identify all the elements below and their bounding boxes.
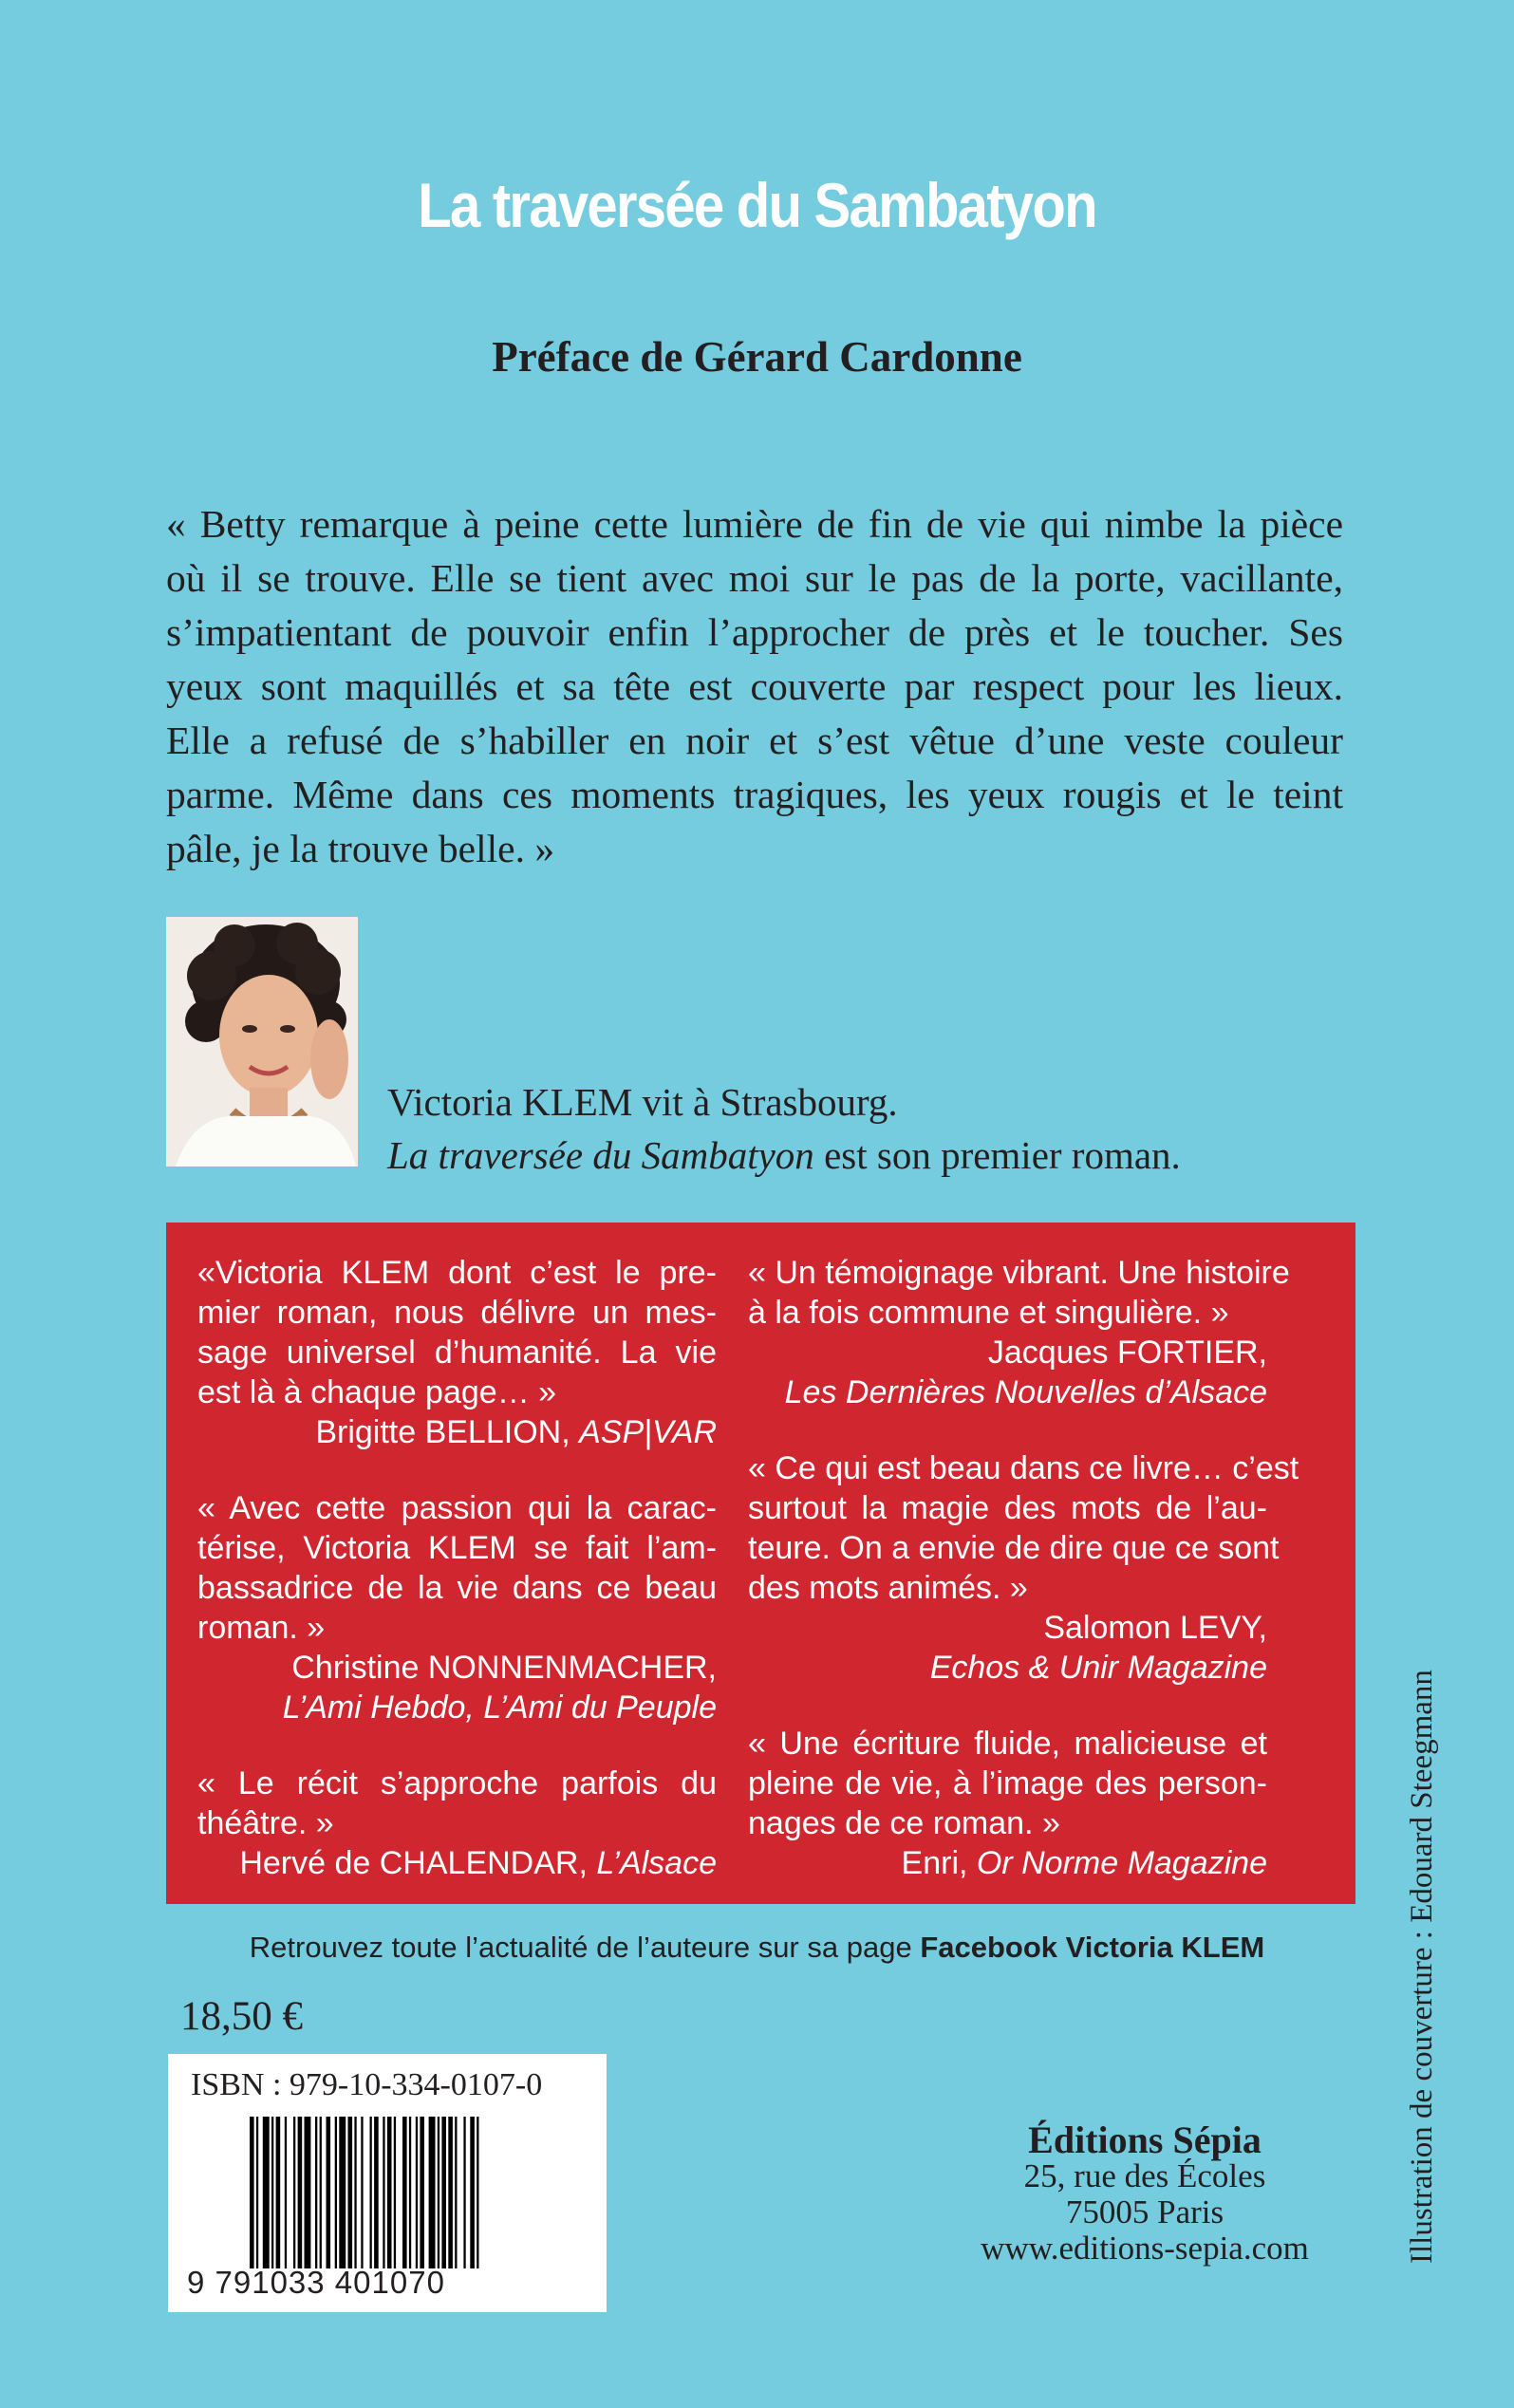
excerpt-line: yeux sont maquillés et sa tête est couverte par respect pour les lieux. bbox=[166, 664, 1343, 708]
barcode-bar bbox=[361, 2117, 363, 2268]
reviews-box bbox=[166, 1223, 1355, 1904]
review-source-name: Hervé de CHALENDAR, bbox=[239, 1845, 597, 1881]
review-source-name: Christine NONNENMACHER, bbox=[291, 1650, 717, 1686]
facebook-note bbox=[0, 1931, 1514, 1965]
publisher-block bbox=[955, 2119, 1335, 2267]
bio-text: est son premier roman. bbox=[813, 1133, 1181, 1177]
author-photo bbox=[166, 917, 358, 1167]
review-line: est là à chaque page… » bbox=[197, 1374, 557, 1410]
barcode-bar bbox=[327, 2117, 331, 2268]
facebook-note-text: Retrouvez toute l’actualité de l’auteure sur sa page bbox=[249, 1931, 921, 1964]
review-source-publication-text: Les Dernières Nouvelles d’Alsace bbox=[784, 1374, 1267, 1410]
barcode-bar bbox=[394, 2117, 396, 2268]
excerpt-line: Elle a refusé de s’habiller en noir et s’est vêtue d’une veste couleur bbox=[166, 719, 1343, 762]
review-line: térise, Victoria KLEM se fait l’am- bbox=[197, 1530, 717, 1566]
review-line: «Victoria KLEM dont c’est le pre- bbox=[197, 1255, 717, 1291]
barcode-digits: 9 791033 401070 bbox=[187, 2265, 445, 2300]
barcode-bar bbox=[256, 2117, 258, 2268]
review-source-publication bbox=[748, 1648, 1267, 1688]
barcode-bar bbox=[298, 2117, 303, 2268]
author-photo-illustration bbox=[166, 917, 358, 1167]
review-source-publication: L’Alsace bbox=[596, 1845, 717, 1881]
barcode-bar bbox=[448, 2117, 453, 2268]
review-line: théâtre. » bbox=[197, 1805, 334, 1841]
barcode-bar bbox=[477, 2117, 478, 2268]
review-line: bassadrice de la vie dans ce beau bbox=[197, 1570, 717, 1606]
publisher-website: www.editions-sepia.com bbox=[981, 2230, 1309, 2267]
review-source bbox=[197, 1412, 717, 1452]
author-bio bbox=[387, 1075, 1181, 1182]
preface-credit: Préface de Gérard Cardonne bbox=[492, 333, 1022, 381]
review-source-publication bbox=[748, 1372, 1267, 1412]
barcode-bar bbox=[285, 2117, 287, 2268]
review-source-publication bbox=[197, 1688, 717, 1727]
review-line: sage universel d’humanité. La vie bbox=[197, 1335, 717, 1371]
review bbox=[197, 1764, 717, 1883]
barcode-bar bbox=[387, 2117, 392, 2268]
barcode-bar bbox=[263, 2117, 270, 2268]
barcode-bar bbox=[305, 2117, 311, 2268]
review-line: teure. On a envie de dire que ce sont bbox=[748, 1530, 1280, 1566]
barcode-bar bbox=[370, 2117, 372, 2268]
barcode-bar bbox=[455, 2117, 457, 2268]
barcode-bar bbox=[250, 2117, 254, 2268]
price: 18,50 € bbox=[180, 1994, 303, 2039]
reviews-column-left bbox=[197, 1253, 717, 1919]
review-line: pleine de vie, à l’image des person- bbox=[748, 1765, 1267, 1801]
review-source-publication: Or Norme Magazine bbox=[976, 1845, 1267, 1881]
cover-illustration-credit: Illustration de couverture : Edouard Steegmann bbox=[1405, 1670, 1439, 2264]
publisher-name: Éditions Sépia bbox=[1028, 2119, 1262, 2161]
reviews-column-right bbox=[748, 1253, 1299, 1919]
excerpt-line: « Betty remarque à peine cette lumière de fin de vie qui nimbe la pièce bbox=[166, 502, 1343, 546]
barcode-bar bbox=[374, 2117, 379, 2268]
excerpt-line: pâle, je la trouve belle. » bbox=[166, 827, 555, 870]
review-source-name: Jacques FORTIER, bbox=[987, 1335, 1267, 1371]
excerpt-line: parme. Même dans ces moments tragiques, les yeux rougis et le teint bbox=[166, 773, 1343, 816]
review-line: « Un témoignage vibrant. Une histoire bbox=[748, 1255, 1290, 1291]
review-line: « Avec cette passion qui la carac- bbox=[197, 1490, 717, 1526]
isbn-barcode-box bbox=[168, 2054, 607, 2312]
barcode-bar bbox=[416, 2117, 418, 2268]
barcode-bar bbox=[293, 2117, 295, 2268]
review-line: « Une écriture fluide, malicieuse et bbox=[748, 1726, 1267, 1762]
review-source-name: Salomon LEVY, bbox=[1043, 1610, 1267, 1646]
review bbox=[197, 1253, 717, 1452]
review-line: « Le récit s’approche parfois du bbox=[197, 1765, 717, 1801]
review-line: nages de ce roman. » bbox=[748, 1805, 1060, 1841]
barcode-bar bbox=[315, 2117, 317, 2268]
barcode bbox=[250, 2117, 551, 2268]
review-line: roman. » bbox=[197, 1610, 326, 1646]
barcode-bar bbox=[320, 2117, 322, 2268]
barcode-bar bbox=[441, 2117, 446, 2268]
excerpt-line: où il se trouve. Elle se tient avec moi sur le pas de la porte, vacillante, bbox=[166, 556, 1343, 600]
review-source-publication-text: L’Ami Hebdo, L’Ami du Peuple bbox=[282, 1689, 717, 1726]
review-source bbox=[197, 1843, 717, 1883]
barcode-bar bbox=[354, 2117, 356, 2268]
publisher-city: 75005 Paris bbox=[1065, 2193, 1224, 2231]
review-source bbox=[748, 1843, 1267, 1883]
review-line: « Ce qui est beau dans ce livre… c’est bbox=[748, 1450, 1299, 1486]
review-source-name: Brigitte BELLION, bbox=[315, 1414, 580, 1450]
review-line: à la fois commune et singulière. » bbox=[748, 1295, 1229, 1331]
excerpt-line: s’impatientant de pouvoir enfin l’approcher de près et le toucher. Ses bbox=[166, 610, 1343, 654]
facebook-page-name: Facebook Victoria KLEM bbox=[920, 1931, 1265, 1964]
barcode-bar bbox=[429, 2117, 436, 2268]
isbn-label: ISBN : 979-10-334-0107-0 bbox=[191, 2067, 543, 2102]
barcode-bar bbox=[463, 2117, 465, 2268]
barcode-bar bbox=[339, 2117, 346, 2268]
review-line: des mots animés. » bbox=[748, 1570, 1028, 1606]
barcode-bar bbox=[470, 2117, 475, 2268]
barcode-bar bbox=[271, 2117, 273, 2268]
excerpt-quote bbox=[166, 497, 1343, 876]
author-bio-line bbox=[387, 1129, 1181, 1182]
review bbox=[748, 1448, 1299, 1688]
barcode-bar bbox=[335, 2117, 337, 2268]
review bbox=[748, 1724, 1267, 1883]
review-source-name: Enri, bbox=[901, 1845, 977, 1881]
barcode-bar bbox=[438, 2117, 439, 2268]
book-title: La traversée du Sambatyon bbox=[418, 170, 1096, 240]
book-title-italic: La traversée du Sambatyon bbox=[387, 1133, 814, 1177]
barcode-bar bbox=[276, 2117, 281, 2268]
review-line: mier roman, nous délivre un mes- bbox=[197, 1295, 717, 1331]
review-source-publication: ASP|VAR bbox=[579, 1414, 717, 1450]
review bbox=[197, 1488, 717, 1727]
barcode-bar bbox=[383, 2117, 384, 2268]
barcode-bar bbox=[420, 2117, 424, 2268]
author-bio-line: Victoria KLEM vit à Strasbourg. bbox=[387, 1080, 898, 1124]
barcode-bar bbox=[409, 2117, 411, 2268]
barcode-bar bbox=[348, 2117, 353, 2268]
barcode-bar bbox=[402, 2117, 407, 2268]
publisher-address: 25, rue des Écoles bbox=[1023, 2157, 1266, 2194]
review-line: surtout la magie des mots de l’au- bbox=[748, 1490, 1267, 1526]
review-source-publication-text: Echos & Unir Magazine bbox=[929, 1650, 1267, 1686]
review bbox=[748, 1253, 1290, 1412]
